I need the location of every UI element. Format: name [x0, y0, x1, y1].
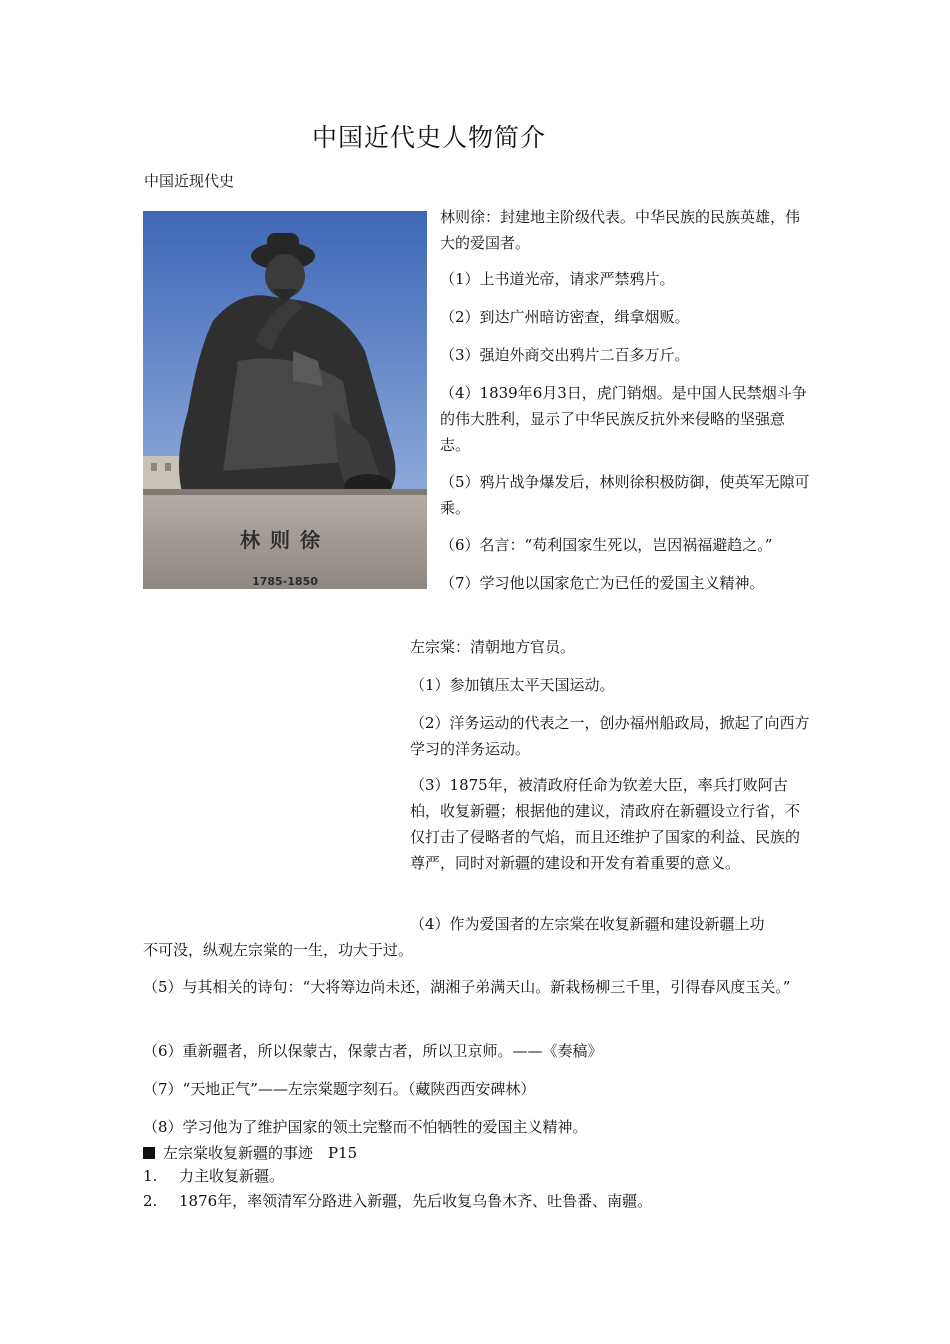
zuo-item-7: （7）“天地正气”——左宗棠题字刻石。（藏陕西西安碑林） [143, 1080, 536, 1098]
list-text: 力主收复新疆。 [179, 1167, 285, 1185]
lin-intro: 林则徐：封建地主阶级代表。中华民族的民族英雄，伟大的爱国者。 [440, 208, 801, 252]
zuo-item-5: （5）与其相关的诗句：“大将筹边尚未还，湖湘子弟满天山。新栽杨柳三千里，引得春风度玉关。” [143, 978, 791, 996]
zuo-item-8: （8）学习他为了维护国家的领土完整而不怕牺牲的爱国主义精神。 [143, 1118, 588, 1136]
page-title: 中国近代史人物简介 [312, 123, 547, 152]
zuo-item-6: （6）重新疆者，所以保蒙古，保蒙古者，所以卫京师。——《奏稿》 [143, 1042, 603, 1060]
lin-item-6: （6）名言：“苟利国家生死以，岂因祸福避趋之。” [440, 536, 773, 554]
lin-item-2: （2）到达广州暗访密查，缉拿烟贩。 [440, 308, 690, 326]
statue-photo [143, 211, 427, 589]
list-item [143, 1190, 652, 1212]
lin-item-1: （1）上书道光帝，请求严禁鸦片。 [440, 270, 675, 288]
list-text: 1876年，率领清军分路进入新疆，先后收复乌鲁木齐、吐鲁番、南疆。 [179, 1192, 653, 1210]
section-heading-text: 左宗棠收复新疆的事迹 P15 [163, 1144, 358, 1162]
inscription-years: 1785-1850 [252, 575, 318, 588]
lin-item-7: （7）学习他以国家危亡为已任的爱国主义精神。 [440, 574, 765, 592]
zuo-item-1: （1）参加镇压太平天国运动。 [410, 676, 615, 694]
list-item [143, 1165, 284, 1187]
section-heading [143, 1142, 357, 1164]
square-bullet-icon [143, 1147, 155, 1159]
zuo-item-4-part2: 不可没，纵观左宗棠的一生，功大于过。 [143, 941, 414, 959]
list-number: 1. [143, 1167, 158, 1185]
inscription-name: 林则徐 [240, 528, 330, 552]
lin-item-5: （5）鸦片战争爆发后，林则徐积极防御，使英军无隙可乘。 [440, 473, 810, 517]
zuo-item-2: （2）洋务运动的代表之一，创办福州船政局，掀起了向西方学习的洋务运动。 [410, 714, 810, 758]
lin-item-4: （4）1839年6月3日，虎门销烟。是中国人民禁烟斗争的伟大胜利，显示了中华民族反抗外来侵略的坚强意志。 [440, 384, 807, 454]
zuo-item-4-part1: （4）作为爱国者的左宗棠在收复新疆和建设新疆上功 [410, 915, 765, 933]
subtitle: 中国近现代史 [144, 172, 235, 190]
list-number: 2. [143, 1192, 158, 1210]
lin-item-3: （3）强迫外商交出鸦片二百多万斤。 [440, 346, 690, 364]
zuo-item-3: （3）1875年，被清政府任命为钦差大臣，率兵打败阿古柏，收复新疆；根据他的建议，清政府在新疆设立行省，不仅打击了侵略者的气焰，而且还维护了国家的利益、民族的尊严，同时对新疆的建设和开发有着重要的意义。 [410, 776, 801, 872]
zuo-intro: 左宗棠：清朝地方官员。 [410, 638, 576, 656]
